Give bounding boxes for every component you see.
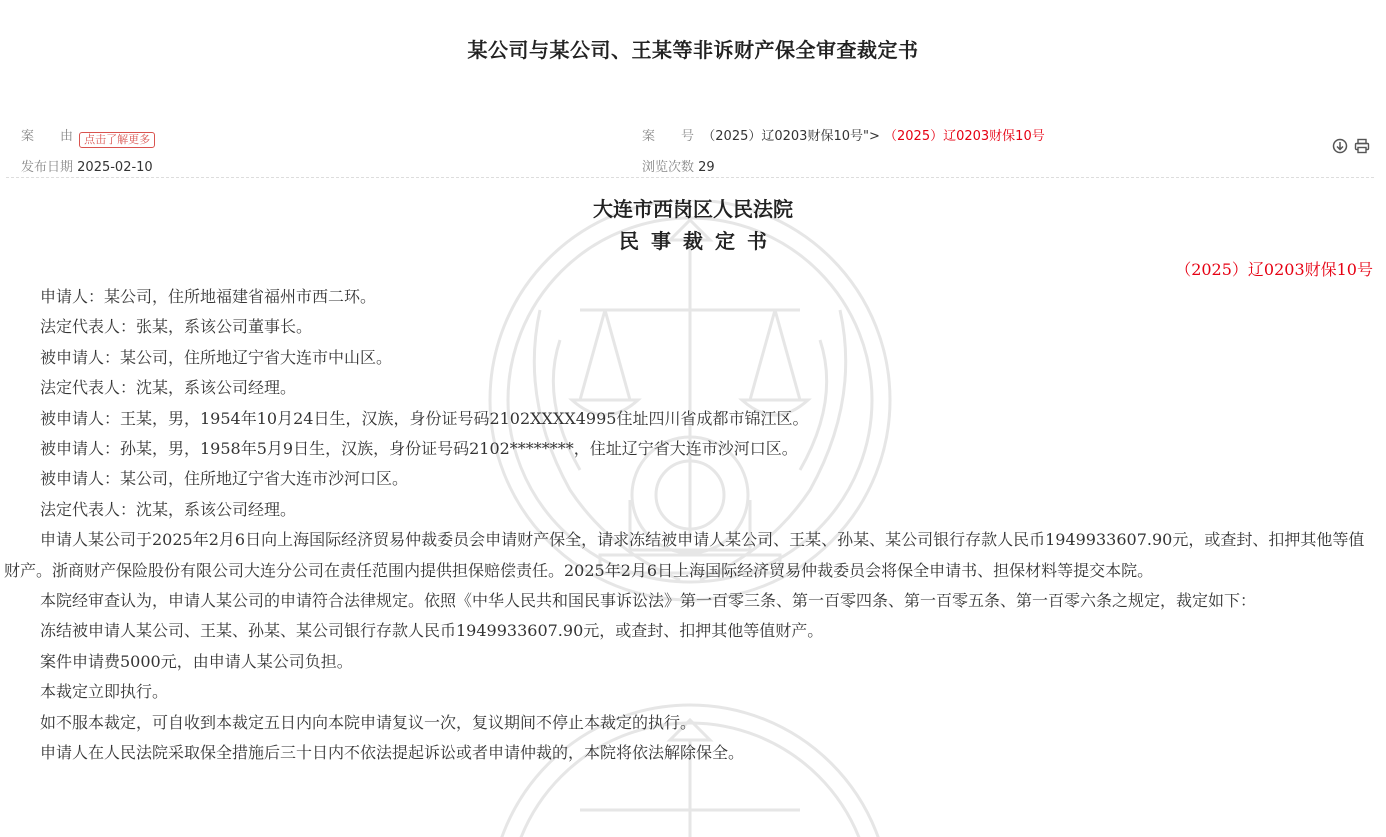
case-number-label: 案 号 <box>642 129 695 144</box>
case-cause-row <box>21 125 155 148</box>
paragraph: 冻结被申请人某公司、王某、孙某、某公司银行存款人民币1949933607.90元，或查封、扣押其他等值财产。 <box>40 621 824 641</box>
document-type: 民事裁定书 <box>619 229 779 253</box>
paragraph: 法定代表人：沈某，系该公司经理。 <box>40 499 297 519</box>
publish-date-label: 发布日期 <box>21 160 74 175</box>
paragraph: 申请人在人民法院采取保全措施后三十日内不依法提起诉讼或者申请仲裁的，本院将依法解除保全。 <box>40 743 745 763</box>
paragraph: 申请人某公司于2025年2月6日向上海国际经济贸易仲裁委员会申请财产保全，请求冻结被申请人某公司、王某、孙某、某公司银行存款人民币1949933607.90元，或查封、扣押其他等值财产。浙商财产保险股份有限公司大连分公司在责任范围内提供担保赔偿责任。2025年2月6日上海国际经济贸易仲裁委员会将保全申请书、担保材料等提交本院。 <box>4 530 1365 580</box>
paragraph: 如不服本裁定，可自收到本裁定五日内向本院申请复议一次，复议期间不停止本裁定的执行。 <box>40 712 697 732</box>
case-number-value: （2025）辽0203财保10号"> <box>702 129 880 144</box>
download-icon[interactable] <box>1332 138 1348 154</box>
toolbar <box>1332 138 1370 154</box>
paragraph: 被申请人：孙某，男，1958年5月9日生，汉族，身份证号码2102********，住址辽宁省大连市沙河口区。 <box>40 439 798 459</box>
document-body <box>4 282 1374 769</box>
view-count-label: 浏览次数 <box>642 160 695 175</box>
learn-more-button[interactable]: 点击了解更多 <box>79 132 155 148</box>
publish-date-row <box>21 156 153 175</box>
court-name: 大连市西岗区人民法院 <box>593 197 793 221</box>
paragraph: 被申请人：某公司，住所地辽宁省大连市中山区。 <box>40 347 393 367</box>
case-number-red: （2025）辽0203财保10号 <box>884 129 1045 144</box>
paragraph: 被申请人：王某，男，1954年10月24日生，汉族，身份证号码2102XXXX4995住址四川省成都市锦江区。 <box>40 408 809 428</box>
case-number-row <box>642 125 1045 144</box>
paragraph: 本裁定立即执行。 <box>40 682 169 702</box>
view-count-row <box>642 156 715 175</box>
paragraph: 法定代表人：沈某，系该公司经理。 <box>40 378 297 398</box>
case-cause-label: 案 由 <box>21 129 74 144</box>
publish-date-value: 2025-02-10 <box>77 160 153 175</box>
view-count-value: 29 <box>698 160 715 175</box>
paragraph: 本院经审查认为，申请人某公司的申请符合法律规定。依照《中华人民共和国民事诉讼法》第一百零三条、第一百零四条、第一百零五条、第一百零六条之规定，裁定如下： <box>40 591 1257 611</box>
paragraph: 申请人：某公司，住所地福建省福州市西二环。 <box>40 287 377 306</box>
paragraph: 法定代表人：张某，系该公司董事长。 <box>40 317 313 337</box>
print-icon[interactable] <box>1354 138 1370 154</box>
document-case-number: （2025）辽0203财保10号 <box>1175 260 1373 279</box>
page-title: 某公司与某公司、王某等非诉财产保全审查裁定书 <box>467 38 919 62</box>
paragraph: 被申请人：某公司，住所地辽宁省大连市沙河口区。 <box>40 469 409 489</box>
header-divider <box>6 177 1374 178</box>
paragraph: 案件申请费5000元，由申请人某公司负担。 <box>40 651 353 671</box>
